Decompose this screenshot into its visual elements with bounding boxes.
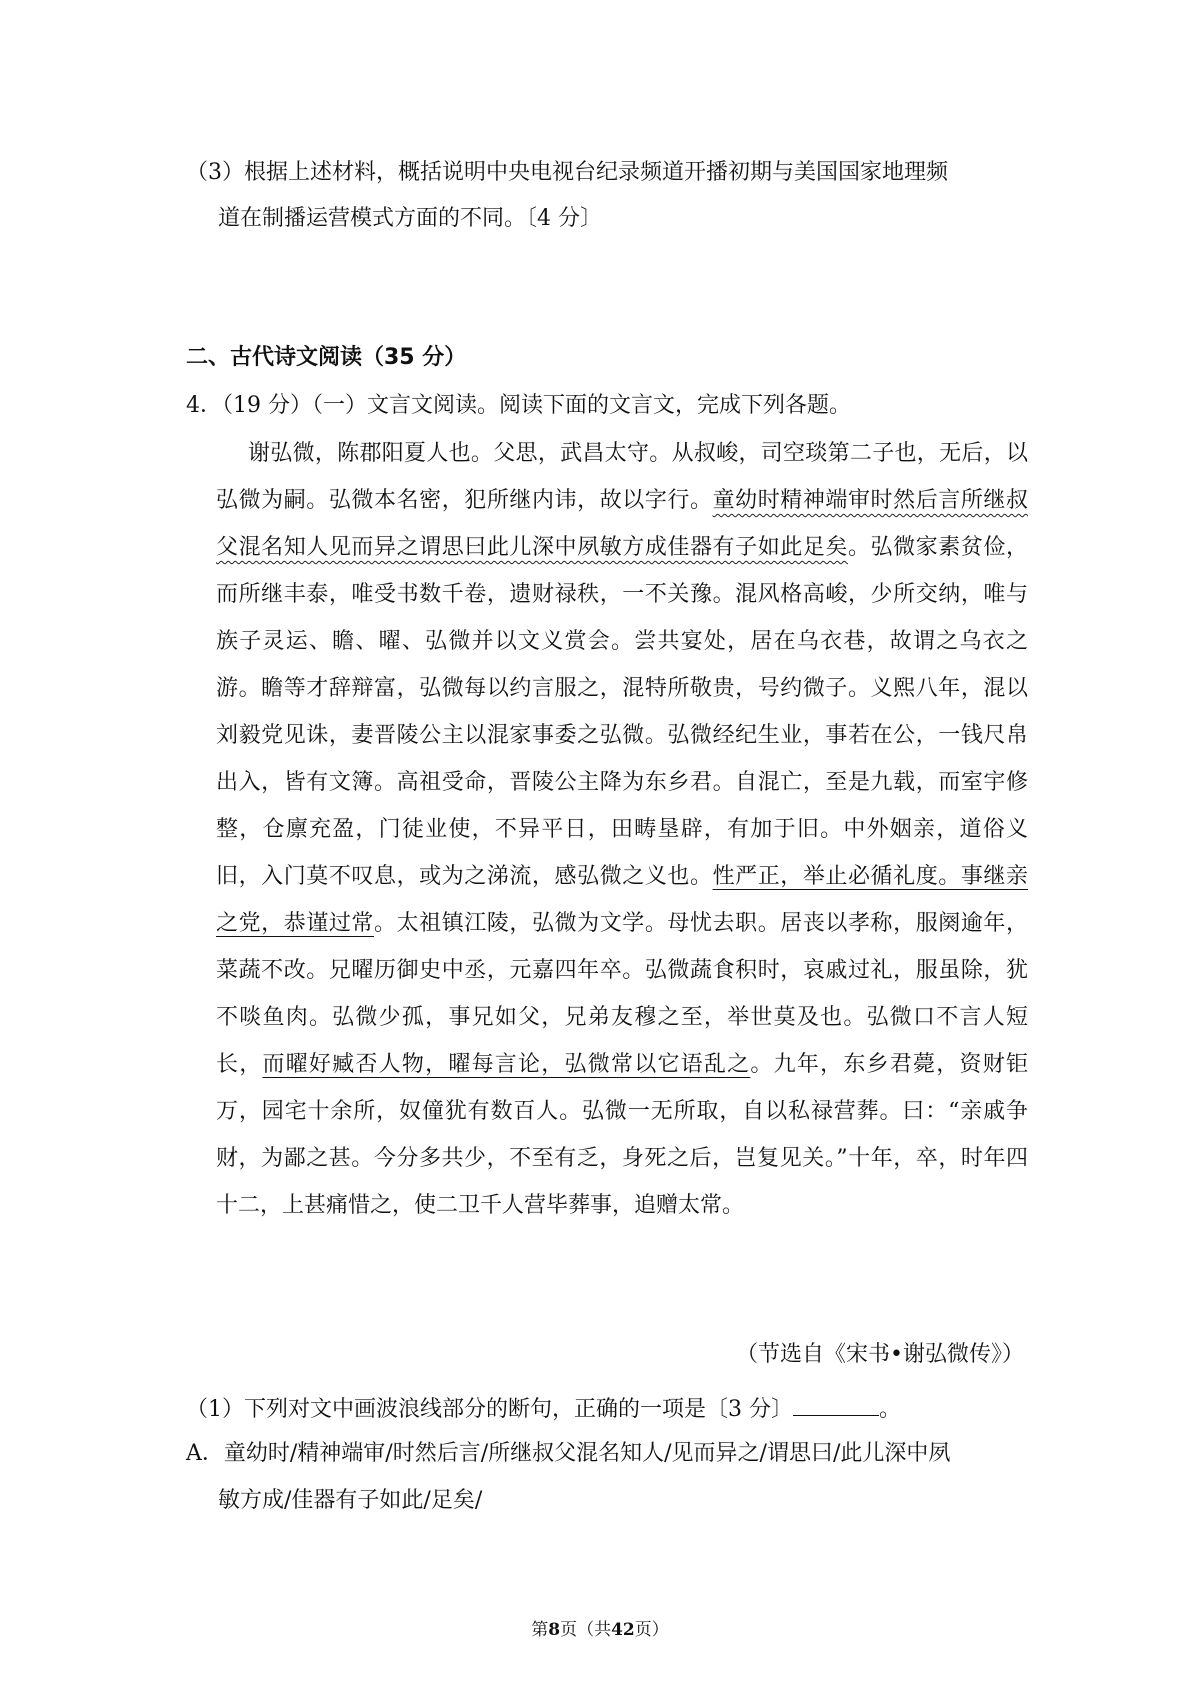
answer-blank[interactable] [793,1395,879,1416]
wavy-underlined-sentence: 童幼时精神端审时然后言所继叔父混名知人见而异之谓思曰此儿深中夙敏方成佳器有子如此足矣 [216,488,1028,560]
footer-total-pages: 42 [611,1620,635,1640]
footer-page-number: 8 [548,1620,561,1640]
passage-text-1: 谢弘微，陈郡阳夏人也。父思，武昌太守。从叔峻，司空琰第二子也，无后，以弘微为嗣。弘微本名密，犯所继内讳，故以字行。 [216,441,1028,513]
footer-suffix: 页） [634,1620,669,1640]
passage-text-2: 。弘微家素贫俭，而所继丰泰，唯受书数千卷，遗财禄秩，一不关豫。混风格高峻，少所交纳，唯与族子灵运、瞻、曜、弘微并以文义赏会。尝共宴处，居在乌衣巷，故谓之乌衣之游。瞻等才辞辩富，弘微每以约言服之，混特所敬贵，号约微子。义熙八年，混以刘毅党见诛，妻晋陵公主以混家事委之弘微。弘微经纪生业，事若在公，一钱尺帛出入，皆有文簿。高祖受命，晋陵公主降为东乡君。自混亡，至是九载，而室宇修整，仓廪充盈，门徒业使，不异平日，田畴垦辟，有加于旧。中外姻亲，道俗义旧，入门莫不叹息，或为之涕流，感弘微之义也。 [216,535,1028,889]
option-a [186,1430,1028,1524]
option-a-line1: A．童幼时/精神端审/时然后言/所继叔父混名知人/见而异之/谓思曰/此儿深中夙 [186,1441,951,1466]
passage-text-4: 。九年，东乡君薨，资财钜万，园宅十余所，奴僮犹有数百人。弘微一无所取，自以私禄营葬。曰：“亲戚争财，为鄙之甚。今分多共少，不至有乏，身死之后，岂复见关。”十年，卒，时年四十二，上甚痛惜之，使二卫千人营毕葬事，追赠太常。 [216,1052,1028,1218]
question-4-heading: 4．（19 分）（一）文言文阅读。阅读下面的文言文，完成下列各题。 [186,393,851,418]
option-a-line2: 敏方成/佳器有子如此/足矣/ [218,1488,483,1513]
underlined-sentence-2: 而曜好臧否人物，曜每言论，弘微常以它语乱之 [262,1052,751,1077]
passage-text-3: 。太祖镇江陵，弘微为文学。母忧去职。居丧以孝称，服阕逾年，菜蔬不改。兄曜历御史中丞，元嘉四年卒。弘微蔬食积时，哀戚过礼，服虽除，犹不啖鱼肉。弘微少孤，事兄如父，兄弟友穆之至，举世莫及也。弘微口不言人短长， [216,911,1028,1077]
sub-question-1-end: 。 [879,1397,902,1422]
page-footer [0,1615,1200,1640]
question-3 [186,150,1026,242]
classical-passage [216,430,1028,1229]
footer-mid: 页（共 [560,1620,612,1640]
underlined-sentence-1: 性严正，举止必循礼度。事继亲之党，恭谨过常 [216,864,1028,936]
question-3-line1: （3）根据上述材料，概括说明中央电视台纪录频道开播初期与美国国家地理频 [186,160,948,185]
section-title: 二、古代诗文阅读（35 分） [186,345,467,370]
question-3-line2: 道在制播运营模式方面的不同。〔4 分〕 [218,206,602,231]
footer-prefix: 第 [531,1620,549,1640]
sub-question-1-text: （1）下列对文中画波浪线部分的断句，正确的一项是〔3 分〕 [186,1397,793,1422]
passage-paragraph [216,430,1028,1229]
passage-source: （节选自《宋书•谢弘微传》） [736,1342,1024,1367]
sub-question-1 [186,1392,901,1423]
